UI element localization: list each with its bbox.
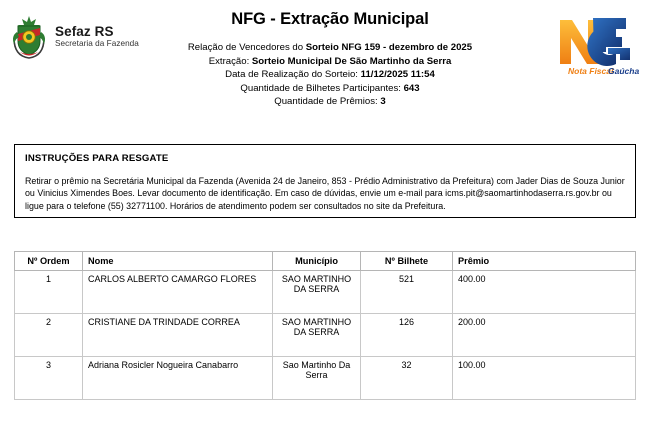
column-header-bilhete: Nº Bilhete [361, 252, 453, 271]
cell-ordem: 3 [15, 357, 83, 400]
cell-nome: CRISTIANE DA TRINDADE CORREA [83, 314, 273, 357]
svg-text:Gaúcha: Gaúcha [608, 66, 640, 76]
cell-municipio: SAO MARTINHO DA SERRA [273, 271, 361, 314]
column-header-ordem: Nº Ordem [15, 252, 83, 271]
rs-coat-of-arms-icon [10, 14, 48, 60]
winners-table [14, 251, 636, 400]
meta-label-data: Data de Realização do Sorteio: [225, 69, 361, 80]
table-row [15, 271, 636, 314]
meta-line-bilhetes [120, 82, 540, 96]
column-header-nome: Nome [83, 252, 273, 271]
meta-value-extracao: Sorteio Municipal De São Martinho da Serra [251, 55, 452, 67]
table-row [15, 357, 636, 400]
cell-municipio: SAO MARTINHO DA SERRA [273, 314, 361, 357]
page-title: NFG - Extração Municipal [231, 10, 429, 28]
svg-text:Nota Fiscal: Nota Fiscal [568, 66, 614, 76]
table-row [15, 314, 636, 357]
meta-label-extracao: Extração: [208, 55, 252, 67]
instructions-box [14, 144, 636, 218]
cell-premio: 100.00 [453, 357, 636, 400]
column-header-municipio: Município [273, 252, 361, 271]
table-header-row [15, 252, 636, 271]
meta-value-premios: 3 [380, 96, 386, 107]
brand-subtitle: Secretaria da Fazenda [55, 39, 139, 49]
column-header-premio: Prêmio [453, 252, 636, 271]
meta-label-sorteio: Relação de Vencedores do [187, 42, 306, 53]
meta-label-premios: Quantidade de Prêmios: [274, 96, 381, 107]
page-header [0, 0, 650, 120]
meta-label-bilhetes: Quantidade de Bilhetes Participantes: [240, 82, 404, 94]
meta-line-sorteio [120, 41, 540, 55]
title-block [120, 10, 540, 109]
cell-nome: CARLOS ALBERTO CAMARGO FLORES [83, 271, 273, 314]
table-body [15, 271, 636, 400]
meta-value-sorteio: Sorteio NFG 159 - dezembro de 2025 [305, 42, 473, 53]
cell-ordem: 2 [15, 314, 83, 357]
cell-premio: 200.00 [453, 314, 636, 357]
cell-municipio: Sao Martinho Da Serra [273, 357, 361, 400]
brand-title: Sefaz RS [55, 24, 114, 40]
cell-bilhete: 521 [361, 271, 453, 314]
cell-bilhete: 32 [361, 357, 453, 400]
instructions-title: INSTRUÇÕES PARA RESGATE [25, 153, 169, 164]
cell-nome: Adriana Rosicler Nogueira Canabarro [83, 357, 273, 400]
meta-line-premios [120, 95, 540, 109]
cell-bilhete: 126 [361, 314, 453, 357]
meta-line-data [120, 68, 540, 82]
cell-premio: 400.00 [453, 271, 636, 314]
meta-value-bilhetes: 643 [403, 82, 420, 94]
nfg-logo-icon [546, 8, 642, 78]
meta-value-data: 11/12/2025 11:54 [360, 69, 435, 80]
instructions-body: Retirar o prêmio na Secretária Municipal da Fazenda (Avenida 24 de Janeiro, 853 - Prédio Administrativo da Prefeitura) com Jader Dias de Souza Junior ou Vinicius Ximendes Boes. Levar documento de identificação. Em caso de dúvidas, envie um e-mail para icms.pit@saomartinhodaserra.rs.gov.br ou ligue para o telefone (55) 32771100. Horários de atendimento podem ser consultados no site da Prefeitura. [25, 176, 625, 211]
meta-line-extracao [120, 55, 540, 69]
cell-ordem: 1 [15, 271, 83, 314]
